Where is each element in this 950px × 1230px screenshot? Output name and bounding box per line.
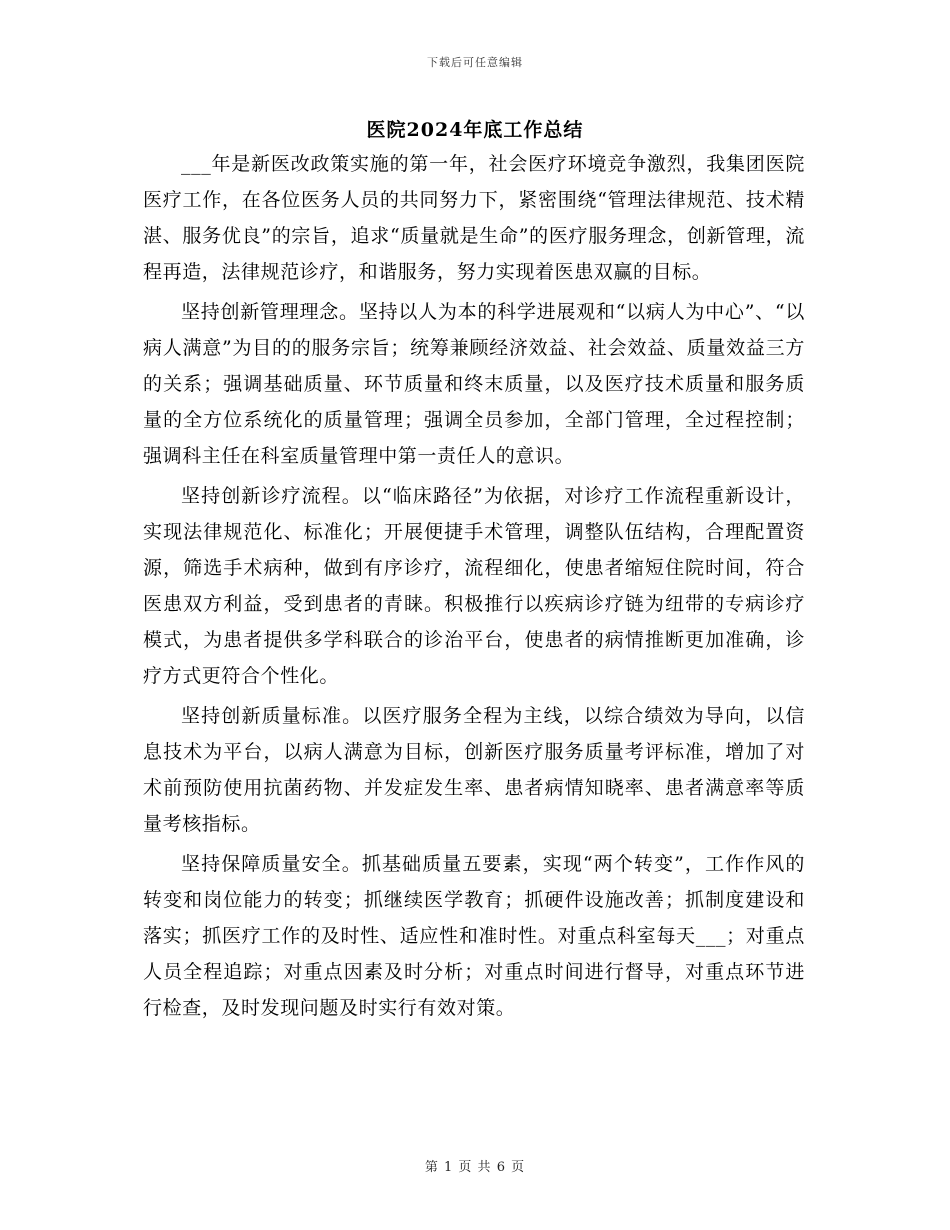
- paragraph-management-concept: 坚持创新管理理念。坚持以人为本的科学进展观和“以病人为中心”、“以病人满意”为目的的服务宗旨；统筹兼顾经济效益、社会效益、质量效益三方的关系；强调基础质量、环节质量和终末质量，以及医疗技术质量和服务质量的全方位系统化的质量管理；强调全员参加，全部门管理，全过程控制；强调科主任在科室质量管理中第一责任人的意识。: [143, 301, 805, 467]
- page-header-note: 下载后可任意编辑: [427, 56, 523, 69]
- document-body: [143, 146, 805, 1030]
- document-title: 医院2024年底工作总结: [366, 119, 584, 141]
- paragraph-diagnosis-process: 坚持创新诊疗流程。以“临床路径”为依据，对诊疗工作流程重新设计，实现法律规范化、标准化；开展便捷手术管理，调整队伍结构，合理配置资源，筛选手术病种，做到有序诊疗，流程细化，使患者缩短住院时间，符合医患双方利益，受到患者的青睐。积极推行以疾病诊疗链为纽带的专病诊疗模式，为患者提供多学科联合的诊治平台，使患者的病情推断更加准确，诊疗方式更符合个性化。: [143, 485, 805, 687]
- paragraph-intro: ___年是新医改政策实施的第一年，社会医疗环境竞争激烈，我集团医院医疗工作，在各位医务人员的共同努力下，紧密围绕“管理法律规范、技术精湛、服务优良”的宗旨，追求“质量就是生命”的医疗服务理念，创新管理，流程再造，法律规范诊疗，和谐服务，努力实现着医患双赢的目标。: [143, 153, 805, 283]
- page-number: 第 1 页 共 6 页: [424, 1160, 526, 1175]
- paragraph-quality-safety: 坚持保障质量安全。抓基础质量五要素，实现“两个转变”，工作作风的转变和岗位能力的转变；抓继续医学教育；抓硬件设施改善；抓制度建设和落实；抓医疗工作的及时性、适应性和准时性。对重点科室每天___；对重点人员全程追踪；对重点因素及时分析；对重点时间进行督导，对重点环节进行检查，及时发现问题及时实行有效对策。: [143, 853, 805, 1019]
- paragraph-quality-standard: 坚持创新质量标准。以医疗服务全程为主线，以综合绩效为导向，以信息技术为平台，以病人满意为目标，创新医疗服务质量考评标准，增加了对术前预防使用抗菌药物、并发症发生率、患者病情知晓率、患者满意率等质量考核指标。: [143, 705, 805, 835]
